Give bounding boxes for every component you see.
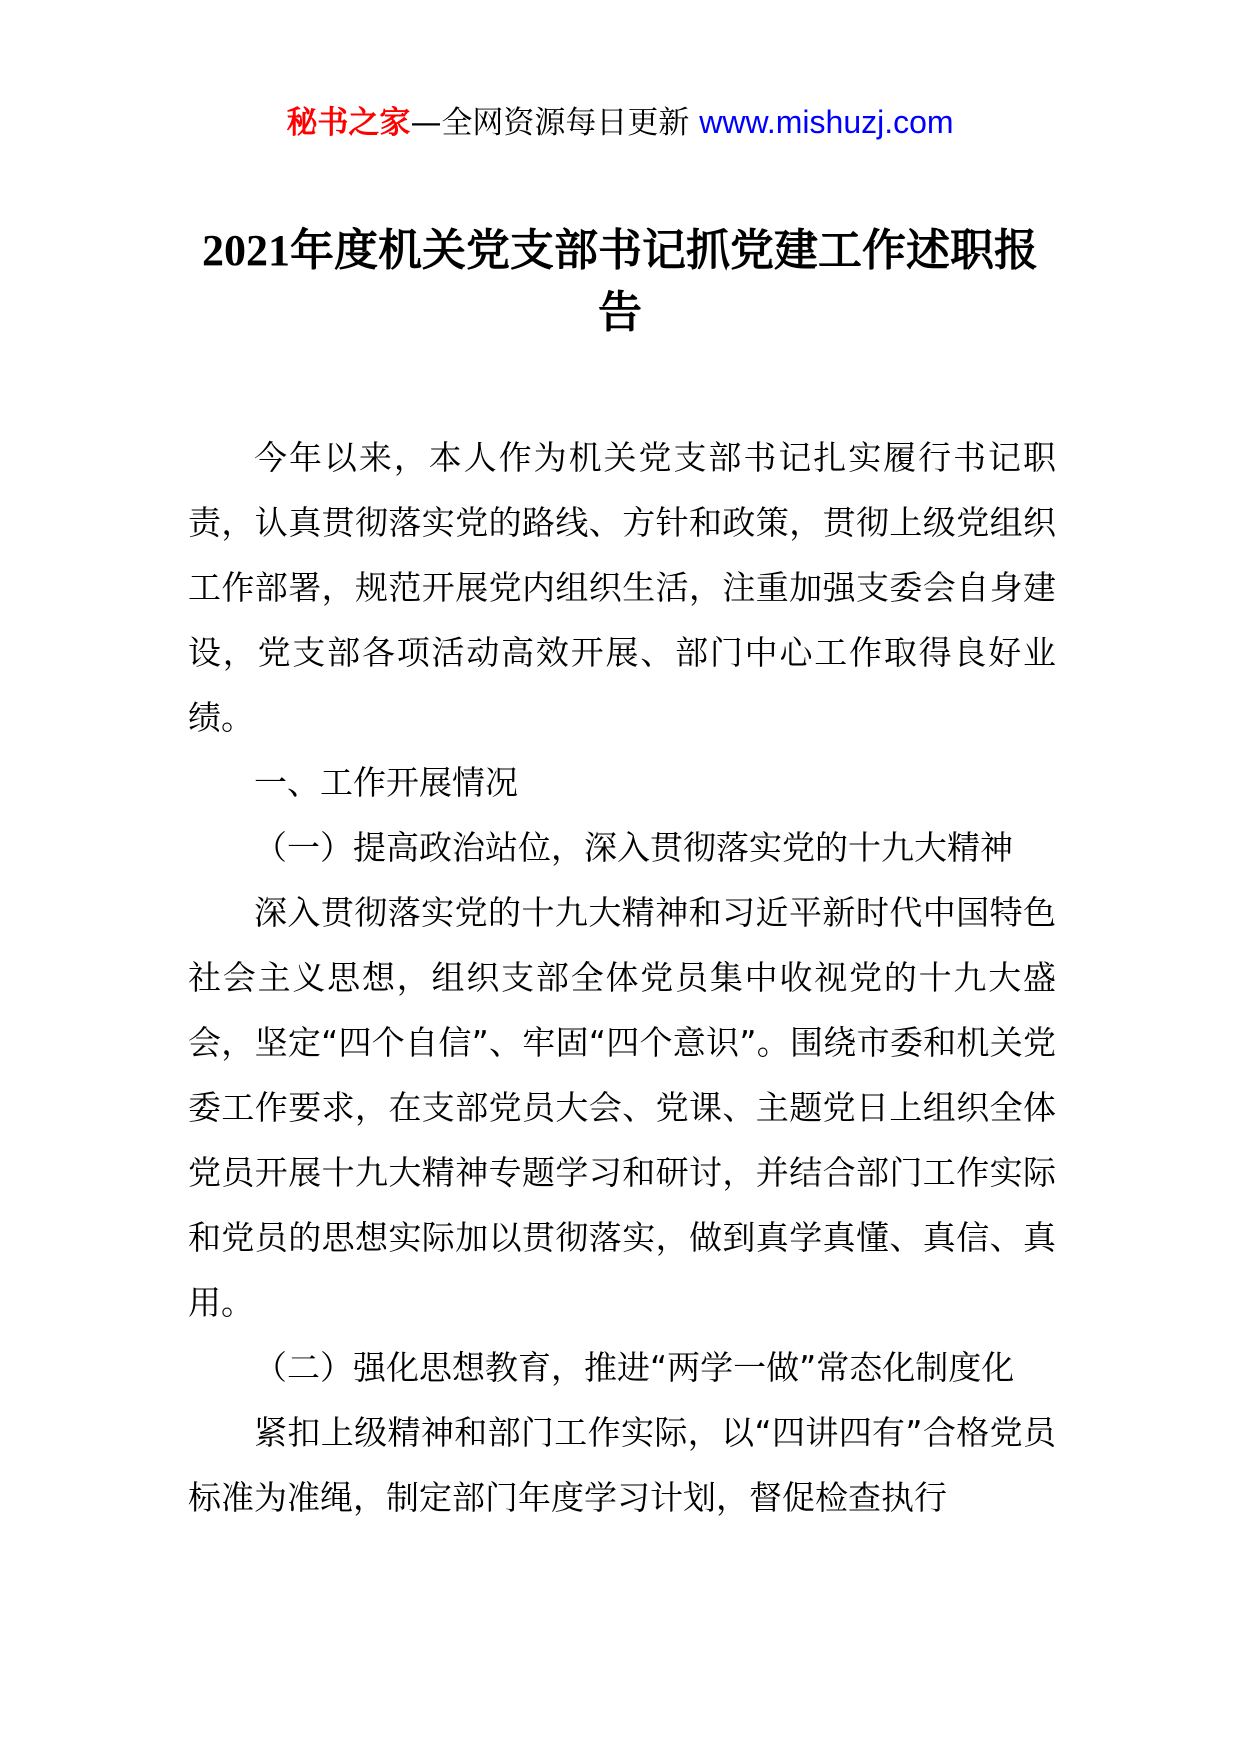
site-brand: 秘书之家 xyxy=(286,105,411,141)
paragraph-subsection-2: 紧扣上级精神和部门工作实际，以“四讲四有”合格党员标准为准绳，制定部门年度学习计划，督促检查执行 xyxy=(188,1413,1056,1517)
site-url-link[interactable]: www.mishuzj.com xyxy=(699,104,954,140)
subsection-heading-1: （一）提高政治站位，深入贯彻落实党的十九大精神 xyxy=(254,828,1013,867)
section-heading-1: 一、工作开展情况 xyxy=(254,763,518,802)
document-title xyxy=(190,220,1050,344)
title-text: 年度机关党支部书记抓党建工作述职报告 xyxy=(290,225,1038,338)
site-header xyxy=(0,100,1240,145)
site-tagline: —全网资源每日更新 xyxy=(410,105,700,141)
title-year: 2021 xyxy=(202,226,290,275)
paragraph-intro: 今年以来，本人作为机关党支部书记扎实履行书记职责，认真贯彻落实党的路线、方针和政策，贯彻上级党组织工作部署，规范开展党内组织生活，注重加强支委会自身建设，党支部各项活动高效开展、部门中心工作取得良好业绩。 xyxy=(188,438,1056,737)
paragraph-subsection-1: 深入贯彻落实党的十九大精神和习近平新时代中国特色社会主义思想，组织支部全体党员集中收视党的十九大盛会，坚定“四个自信”、牢固“四个意识”。围绕市委和机关党委工作要求，在支部党员大会、党课、主题党日上组织全体党员开展十九大精神专题学习和研讨，并结合部门工作实际和党员的思想实际加以贯彻落实，做到真学真懂、真信、真用。 xyxy=(188,893,1056,1322)
subsection-heading-2: （二）强化思想教育，推进“两学一做”常态化制度化 xyxy=(254,1348,1015,1387)
document-body xyxy=(188,425,1056,1530)
